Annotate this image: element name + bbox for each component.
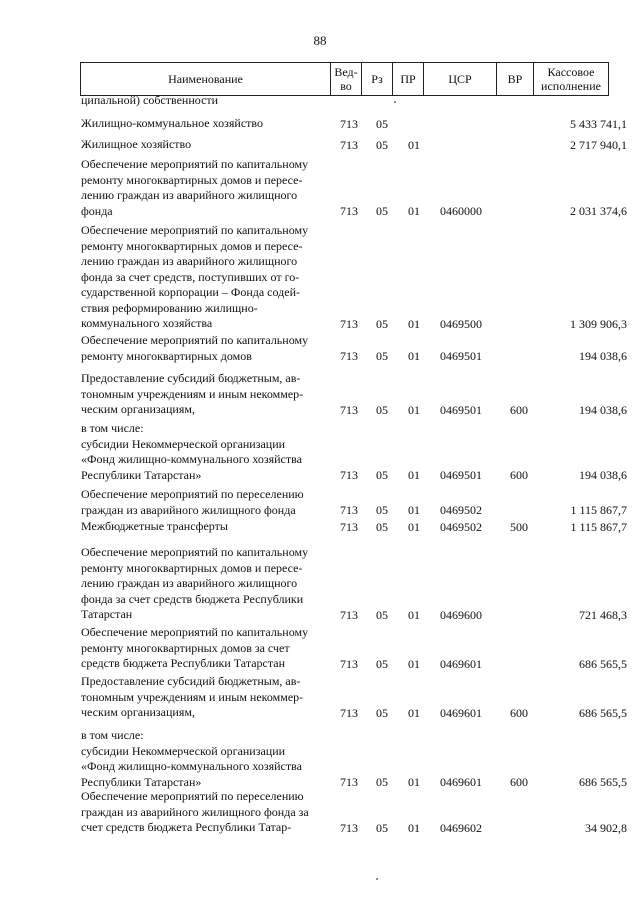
row-name-line: фонда за счет средств, поступивших от го- xyxy=(81,269,300,284)
row-name xyxy=(81,93,324,109)
table-row xyxy=(81,137,627,153)
cell-ved: 713 xyxy=(340,204,358,218)
cell-csr: 0469502 xyxy=(440,503,482,517)
header-sum xyxy=(534,63,609,96)
cell-ved: 713 xyxy=(340,608,358,622)
cell-ved: 713 xyxy=(340,138,358,152)
header-pr: ПР xyxy=(393,63,424,96)
cell-csr: 0469501 xyxy=(440,468,482,482)
cell-ved: 713 xyxy=(340,117,358,131)
table-row xyxy=(81,157,627,219)
row-name-line: Республики Татарстан» xyxy=(81,774,202,789)
row-name xyxy=(81,519,324,535)
row-name-line: ствия реформированию жилищно- xyxy=(81,300,258,315)
cell-pr: 01 xyxy=(408,706,420,720)
cell-csr: 0469501 xyxy=(440,349,482,363)
cell-pr: 01 xyxy=(408,520,420,534)
row-name-line: Обеспечение мероприятий по капитальному xyxy=(81,223,309,237)
row-name xyxy=(81,625,324,672)
row-name-line: сударственной корпорации – Фонда содей- xyxy=(81,285,300,299)
table-row xyxy=(81,487,627,518)
row-name-line: коммунального хозяйства xyxy=(81,316,213,330)
table-row xyxy=(81,93,627,109)
header-ved-line-2: во xyxy=(340,79,352,93)
row-name-line: Татарстан xyxy=(81,607,133,621)
cell-csr: 0469600 xyxy=(440,608,482,622)
cell-sum: 5 433 741,1 xyxy=(570,117,627,131)
row-name xyxy=(81,371,324,418)
cell-ved: 713 xyxy=(340,403,358,417)
table-row xyxy=(81,519,627,535)
row-name-line: лению граждан из аварийного жилищного xyxy=(81,576,298,590)
header-sum-line-2: исполнение xyxy=(541,79,601,93)
cell-ved: 713 xyxy=(340,775,358,789)
header-rz: Рз xyxy=(362,63,393,96)
cell-pr: 01 xyxy=(408,503,420,517)
cell-rz: 05 xyxy=(376,138,388,152)
cell-ved: 713 xyxy=(340,657,358,671)
table-row xyxy=(81,674,627,721)
header-sum-line-1: Кассовое xyxy=(547,65,595,79)
row-name xyxy=(81,421,324,483)
row-name-line: Жилищное хозяйство xyxy=(81,137,192,151)
row-name-line: Обеспечение мероприятий по капитальному xyxy=(81,625,309,639)
cell-rz: 05 xyxy=(376,349,388,363)
row-name-line: фонда за счет средств бюджета Республики xyxy=(81,591,304,606)
row-name-line: фонда xyxy=(81,203,113,218)
cell-rz: 05 xyxy=(376,117,388,131)
cell-ved: 713 xyxy=(340,520,358,534)
row-name-line: тономным учреждениям и иным некоммер- xyxy=(81,689,304,704)
cell-vr: 600 xyxy=(510,468,528,482)
scan-speck xyxy=(394,101,396,103)
cell-rz: 05 xyxy=(376,403,388,417)
cell-rz: 05 xyxy=(376,706,388,720)
row-name xyxy=(81,333,324,364)
cell-sum: 2 717 940,1 xyxy=(570,138,627,152)
row-name-line: тономным учреждениям и иным некоммер- xyxy=(81,386,304,401)
row-name-line: субсидии Некоммерческой организации xyxy=(81,743,286,758)
row-name-line: Обеспечение мероприятий по переселению xyxy=(81,487,304,501)
cell-sum: 686 565,5 xyxy=(579,657,627,671)
row-name xyxy=(81,487,324,518)
row-name xyxy=(81,137,324,153)
row-name-line: средств бюджета Республики Татарстан xyxy=(81,656,286,670)
table-header xyxy=(80,62,609,96)
row-name-line: ческим организациям, xyxy=(81,705,195,719)
cell-pr: 01 xyxy=(408,403,420,417)
table-row xyxy=(81,421,627,483)
row-name-line: граждан из аварийного жилищного фонда xyxy=(81,502,296,517)
row-name-line: Обеспечение мероприятий по капитальному xyxy=(81,157,309,171)
cell-csr: 0469601 xyxy=(440,706,482,720)
row-name-line: ремонту многоквартирных домов xyxy=(81,348,252,363)
row-name-line: Обеспечение мероприятий по капитальному xyxy=(81,545,309,559)
cell-rz: 05 xyxy=(376,657,388,671)
cell-rz: 05 xyxy=(376,608,388,622)
row-name-line: «Фонд жилищно-коммунального хозяйства xyxy=(81,452,302,466)
row-name-line: ремонту многоквартирных домов и пересе- xyxy=(81,172,303,187)
row-name-line: лению граждан из аварийного жилищного xyxy=(81,188,298,202)
cell-sum: 194 038,6 xyxy=(579,349,627,363)
cell-ved: 713 xyxy=(340,821,358,835)
cell-ved: 713 xyxy=(340,706,358,720)
row-name xyxy=(81,674,324,721)
cell-vr: 600 xyxy=(510,403,528,417)
cell-pr: 01 xyxy=(408,317,420,331)
row-name-line: Обеспечение мероприятий по капитальному xyxy=(81,333,309,347)
cell-rz: 05 xyxy=(376,520,388,534)
cell-vr: 500 xyxy=(510,520,528,534)
cell-csr: 0469501 xyxy=(440,403,482,417)
table-row xyxy=(81,545,627,623)
cell-pr: 01 xyxy=(408,349,420,363)
header-ved xyxy=(331,63,362,96)
row-name-line: граждан из аварийного жилищного фонда за xyxy=(81,804,309,819)
row-name xyxy=(81,545,324,623)
cell-rz: 05 xyxy=(376,503,388,517)
cell-rz: 05 xyxy=(376,468,388,482)
row-name xyxy=(81,789,324,836)
cell-sum: 721 468,3 xyxy=(579,608,627,622)
cell-pr: 01 xyxy=(408,204,420,218)
cell-pr: 01 xyxy=(408,657,420,671)
table-row xyxy=(81,116,627,132)
table-row xyxy=(81,625,627,672)
row-name-line: ципальной) собственности xyxy=(81,93,219,107)
cell-vr: 600 xyxy=(510,706,528,720)
row-name-line: в том числе: xyxy=(81,728,144,742)
cell-ved: 713 xyxy=(340,349,358,363)
cell-sum: 1 115 867,7 xyxy=(570,503,627,517)
cell-csr: 0469502 xyxy=(440,520,482,534)
table-row xyxy=(81,223,627,332)
cell-pr: 01 xyxy=(408,608,420,622)
row-name-line: ремонту многоквартирных домов и пересе- xyxy=(81,238,303,253)
cell-sum: 194 038,6 xyxy=(579,468,627,482)
row-name-line: ремонту многоквартирных домов за счет xyxy=(81,640,290,655)
cell-rz: 05 xyxy=(376,821,388,835)
table-row xyxy=(81,789,627,836)
row-name-line: ческим организациям, xyxy=(81,402,195,416)
cell-csr: 0469602 xyxy=(440,821,482,835)
scan-speck xyxy=(376,878,378,880)
row-name-line: «Фонд жилищно-коммунального хозяйства xyxy=(81,759,302,773)
cell-sum: 194 038,6 xyxy=(579,403,627,417)
header-csr: ЦСР xyxy=(424,63,497,96)
row-name-line: Жилищно-коммунальное хозяйство xyxy=(81,116,264,130)
cell-sum: 686 565,5 xyxy=(579,706,627,720)
cell-csr: 0469601 xyxy=(440,657,482,671)
cell-ved: 713 xyxy=(340,317,358,331)
cell-sum: 2 031 374,6 xyxy=(570,204,627,218)
row-name-line: Обеспечение мероприятий по переселению xyxy=(81,789,304,803)
row-name xyxy=(81,223,324,332)
cell-pr: 01 xyxy=(408,468,420,482)
header-vr: ВР xyxy=(497,63,534,96)
row-name-line: Предоставление субсидий бюджетным, ав- xyxy=(81,371,301,385)
cell-pr: 01 xyxy=(408,775,420,789)
row-name-line: Предоставление субсидий бюджетным, ав- xyxy=(81,674,301,688)
cell-sum: 1 115 867,7 xyxy=(570,520,627,534)
table-row xyxy=(81,371,627,418)
row-name-line: ремонту многоквартирных домов и пересе- xyxy=(81,560,303,575)
row-name-line: лению граждан из аварийного жилищного xyxy=(81,254,298,268)
row-name xyxy=(81,728,324,790)
row-name-line: Межбюджетные трансферты xyxy=(81,519,228,533)
cell-csr: 0469601 xyxy=(440,775,482,789)
cell-rz: 05 xyxy=(376,775,388,789)
page-number: 88 xyxy=(313,33,327,48)
row-name-line: субсидии Некоммерческой организации xyxy=(81,436,286,451)
cell-rz: 05 xyxy=(376,317,388,331)
row-name xyxy=(81,157,324,219)
cell-csr: 0460000 xyxy=(440,204,482,218)
row-name xyxy=(81,116,324,132)
cell-ved: 713 xyxy=(340,468,358,482)
cell-pr: 01 xyxy=(408,138,420,152)
cell-vr: 600 xyxy=(510,775,528,789)
cell-csr: 0469500 xyxy=(440,317,482,331)
table-row xyxy=(81,333,627,364)
row-name-line: Республики Татарстан» xyxy=(81,467,202,482)
cell-pr: 01 xyxy=(408,821,420,835)
header-name: Наименование xyxy=(81,63,331,96)
cell-sum: 686 565,5 xyxy=(579,775,627,789)
cell-rz: 05 xyxy=(376,204,388,218)
table-row xyxy=(81,728,627,790)
cell-ved: 713 xyxy=(340,503,358,517)
header-ved-line-1: Вед- xyxy=(334,65,358,79)
row-name-line: счет средств бюджета Республики Татар- xyxy=(81,820,292,834)
row-name-line: в том числе: xyxy=(81,421,144,435)
cell-sum: 34 902,8 xyxy=(585,821,627,835)
cell-sum: 1 309 906,3 xyxy=(570,317,627,331)
